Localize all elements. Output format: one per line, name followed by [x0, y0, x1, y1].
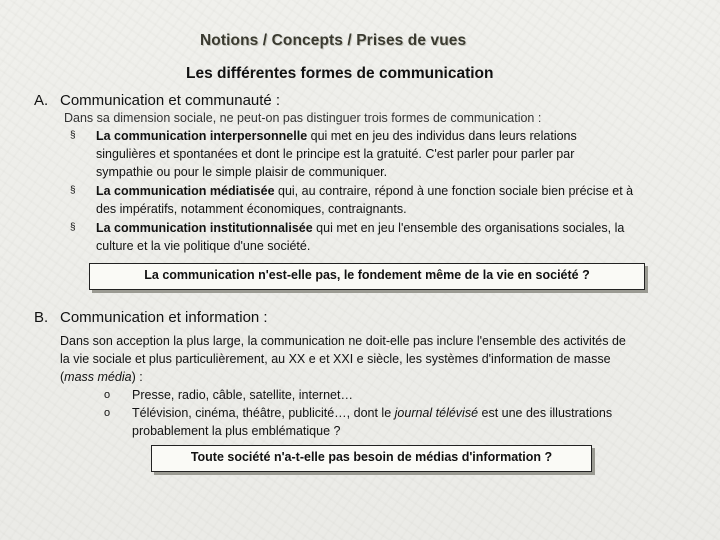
bullet-text: singulières et spontanées et dont le principe est la gratuité. C'est parler pour parler par [96, 147, 575, 161]
intro-line: la vie sociale et plus particulièrement, au XX e et XXI e siècle, les systèmes d'information de masse [60, 352, 611, 366]
bullet-text: qui met en jeu l'ensemble des organisations sociales, la [312, 221, 625, 235]
intro-text: ( [60, 370, 65, 384]
bullet-text: culture et la vie politique d'une société. [96, 239, 311, 253]
intro-italic: mass média [64, 370, 132, 384]
intro-line [60, 368, 700, 386]
section-b-letter: B. [34, 309, 49, 326]
question-box-b: Toute société n'a-t-elle pas besoin de médias d'information ? [151, 445, 592, 472]
page-header: Notions / Concepts / Prises de vues [200, 32, 467, 49]
bullet-icon: § [70, 185, 76, 196]
section-a-intro: Dans sa dimension sociale, ne peut-on pas distinguer trois formes de communication : [64, 111, 542, 125]
bullet-icon: § [70, 130, 76, 141]
bullet-icon: § [70, 222, 76, 233]
list-item-text: Télévision, cinéma, théâtre, publicité…, dont le [132, 406, 395, 420]
circle-bullet-icon: o [104, 389, 111, 401]
slide-subtitle: Les différentes formes de communication [186, 65, 494, 82]
bullet-term: La communication institutionnalisée [96, 221, 313, 235]
list-item-text: probablement la plus emblématique ? [132, 424, 341, 438]
list-item-text: Presse, radio, câble, satellite, internet… [132, 388, 353, 402]
section-a-title: Communication et communauté : [60, 92, 281, 109]
bullet-text: sympathie ou pour le simple plaisir de communiquer. [96, 165, 388, 179]
bullet-text: des impératifs, notamment économiques, contraignants. [96, 202, 407, 216]
bullet-text: qui met en jeu des individus dans leurs relations [307, 129, 577, 143]
section-b-title: Communication et information : [60, 309, 268, 326]
intro-text: ) : [131, 370, 143, 384]
bullet-term: La communication médiatisée [96, 184, 275, 198]
list-item-text: est une des illustrations [478, 406, 613, 420]
section-b-intro [60, 332, 700, 386]
list-item-italic: journal télévisé [394, 406, 479, 420]
bullet-text: qui, au contraire, répond à une fonction sociale bien précise et à [274, 184, 634, 198]
question-box-a: La communication n'est-elle pas, le fondement même de la vie en société ? [89, 263, 645, 290]
bullet-term: La communication interpersonnelle [96, 129, 308, 143]
circle-bullet-icon: o [104, 407, 111, 419]
section-a-letter: A. [34, 92, 49, 109]
intro-line: Dans son acception la plus large, la communication ne doit-elle pas inclure l'ensemble des activités de [60, 334, 626, 348]
